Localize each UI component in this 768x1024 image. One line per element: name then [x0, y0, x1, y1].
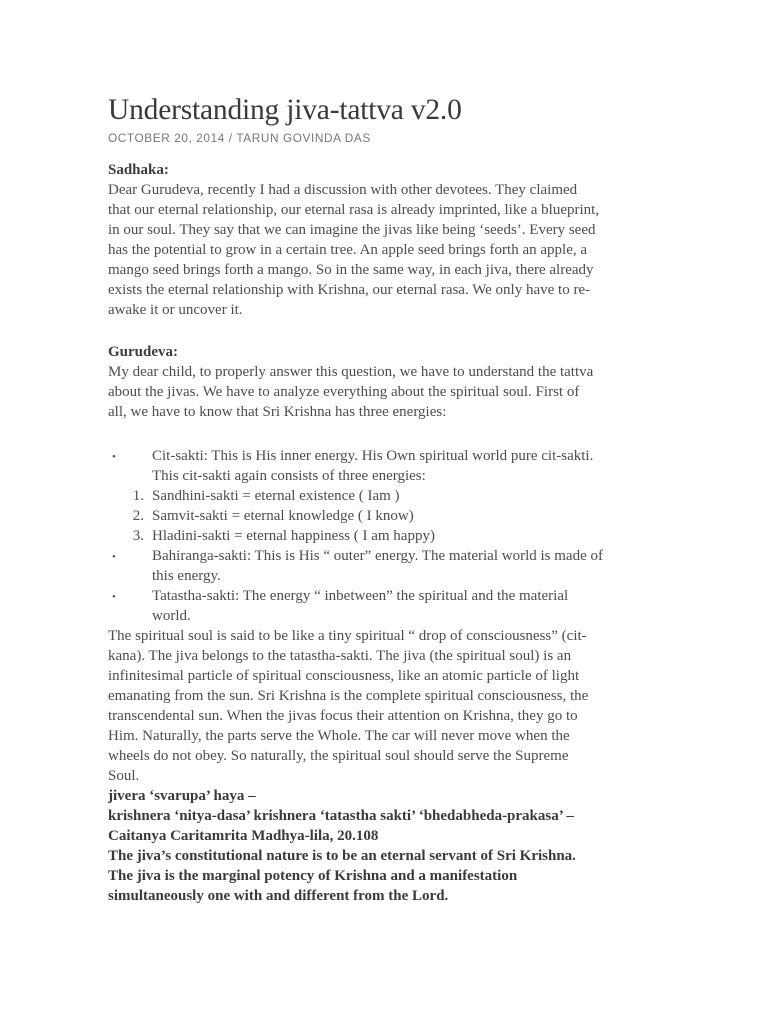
verse-citation: Caitanya Caritamrita Madhya-lila, 20.108 [108, 828, 379, 844]
text-line: awake it or uncover it. [108, 302, 243, 318]
sadhaka-paragraph [108, 180, 664, 320]
verse-block [108, 786, 664, 906]
verse-translation: simultaneously one with and different from the Lord. [108, 888, 449, 904]
text-line: that our eternal relationship, our eternal rasa is already imprinted, like a blueprint, [108, 202, 600, 218]
list-number: 3. [132, 528, 144, 544]
verse-line: jivera ‘svarupa’ haya – [108, 788, 256, 804]
verse-line: krishnera ‘nitya-dasa’ krishnera ‘tatastha sakti’ ‘bhedabheda-prakasa’ – [108, 808, 574, 824]
list-item [108, 486, 664, 506]
text-line: This cit-sakti again consists of three energies: [152, 468, 426, 484]
text-line: Samvit-sakti = eternal knowledge ( I know) [152, 508, 414, 524]
text-line: Soul. [108, 768, 140, 784]
text-line: Dear Gurudeva, recently I had a discussion with other devotees. They claimed [108, 182, 578, 198]
verse-translation: The jiva is the marginal potency of Krishna and a manifestation [108, 868, 518, 884]
article [108, 92, 664, 906]
text-line: My dear child, to properly answer this question, we have to understand the tattva [108, 364, 594, 380]
text-line: about the jivas. We have to analyze everything about the spiritual soul. First of [108, 384, 580, 400]
text-line: infinitesimal particle of spiritual consciousness, like an atomic particle of light [108, 668, 580, 684]
list-item [108, 526, 664, 546]
text-line: all, we have to know that Sri Krishna has three energies: [108, 404, 447, 420]
sadhaka-label: Sadhaka: [108, 162, 169, 178]
text-line: has the potential to grow in a certain tree. An apple seed brings forth an apple, a [108, 242, 588, 258]
text-line: in our soul. They say that we can imagine the jivas like being ‘seeds’. Every seed [108, 222, 596, 238]
text-line: Bahiranga-sakti: This is His “ outer” energy. The material world is made of [152, 548, 603, 564]
text-line: world. [152, 608, 191, 624]
energies-list [108, 446, 664, 626]
verse-translation: The jiva’s constitutional nature is to be an eternal servant of Sri Krishna. [108, 848, 576, 864]
gurudeva-paragraph [108, 362, 664, 422]
text-line: wheels do not obey. So naturally, the spiritual soul should serve the Supreme [108, 748, 569, 764]
text-line: Hladini-sakti = eternal happiness ( I am happy) [152, 528, 435, 544]
text-line: Cit-sakti: This is His inner energy. His Own spiritual world pure cit-sakti. [152, 448, 594, 464]
text-line: Sandhini-sakti = eternal existence ( Iam ) [152, 488, 400, 504]
text-line: kana). The jiva belongs to the tatastha-sakti. The jiva (the spiritual soul) is an [108, 648, 572, 664]
list-item [108, 546, 664, 586]
text-line: this energy. [152, 568, 221, 584]
list-number: 2. [132, 508, 144, 524]
text-line: Tatastha-sakti: The energy “ inbetween” the spiritual and the material [152, 588, 569, 604]
text-line: exists the eternal relationship with Krishna, our eternal rasa. We only have to re- [108, 282, 591, 298]
list-item [108, 446, 664, 486]
text-line: emanating from the sun. Sri Krishna is the complete spiritual consciousness, the [108, 688, 589, 704]
text-line: Him. Naturally, the parts serve the Whole. The car will never move when the [108, 728, 570, 744]
text-line: mango seed brings forth a mango. So in the same way, in each jiva, there already [108, 262, 594, 278]
text-line: The spiritual soul is said to be like a tiny spiritual “ drop of consciousness” (cit- [108, 628, 587, 644]
bullet-icon: • [112, 551, 116, 563]
article-meta: OCTOBER 20, 2014 / TARUN GOVINDA DAS [108, 131, 371, 145]
article-title: Understanding jiva-tattva v2.0 [108, 94, 462, 126]
list-item [108, 586, 664, 626]
bullet-icon: • [112, 451, 116, 463]
gurudeva-label: Gurudeva: [108, 344, 179, 360]
list-number: 1. [132, 488, 144, 504]
explanation-paragraph [108, 626, 664, 786]
list-item [108, 506, 664, 526]
text-line: transcendental sun. When the jivas focus their attention on Krishna, they go to [108, 708, 578, 724]
bullet-icon: • [112, 591, 116, 603]
